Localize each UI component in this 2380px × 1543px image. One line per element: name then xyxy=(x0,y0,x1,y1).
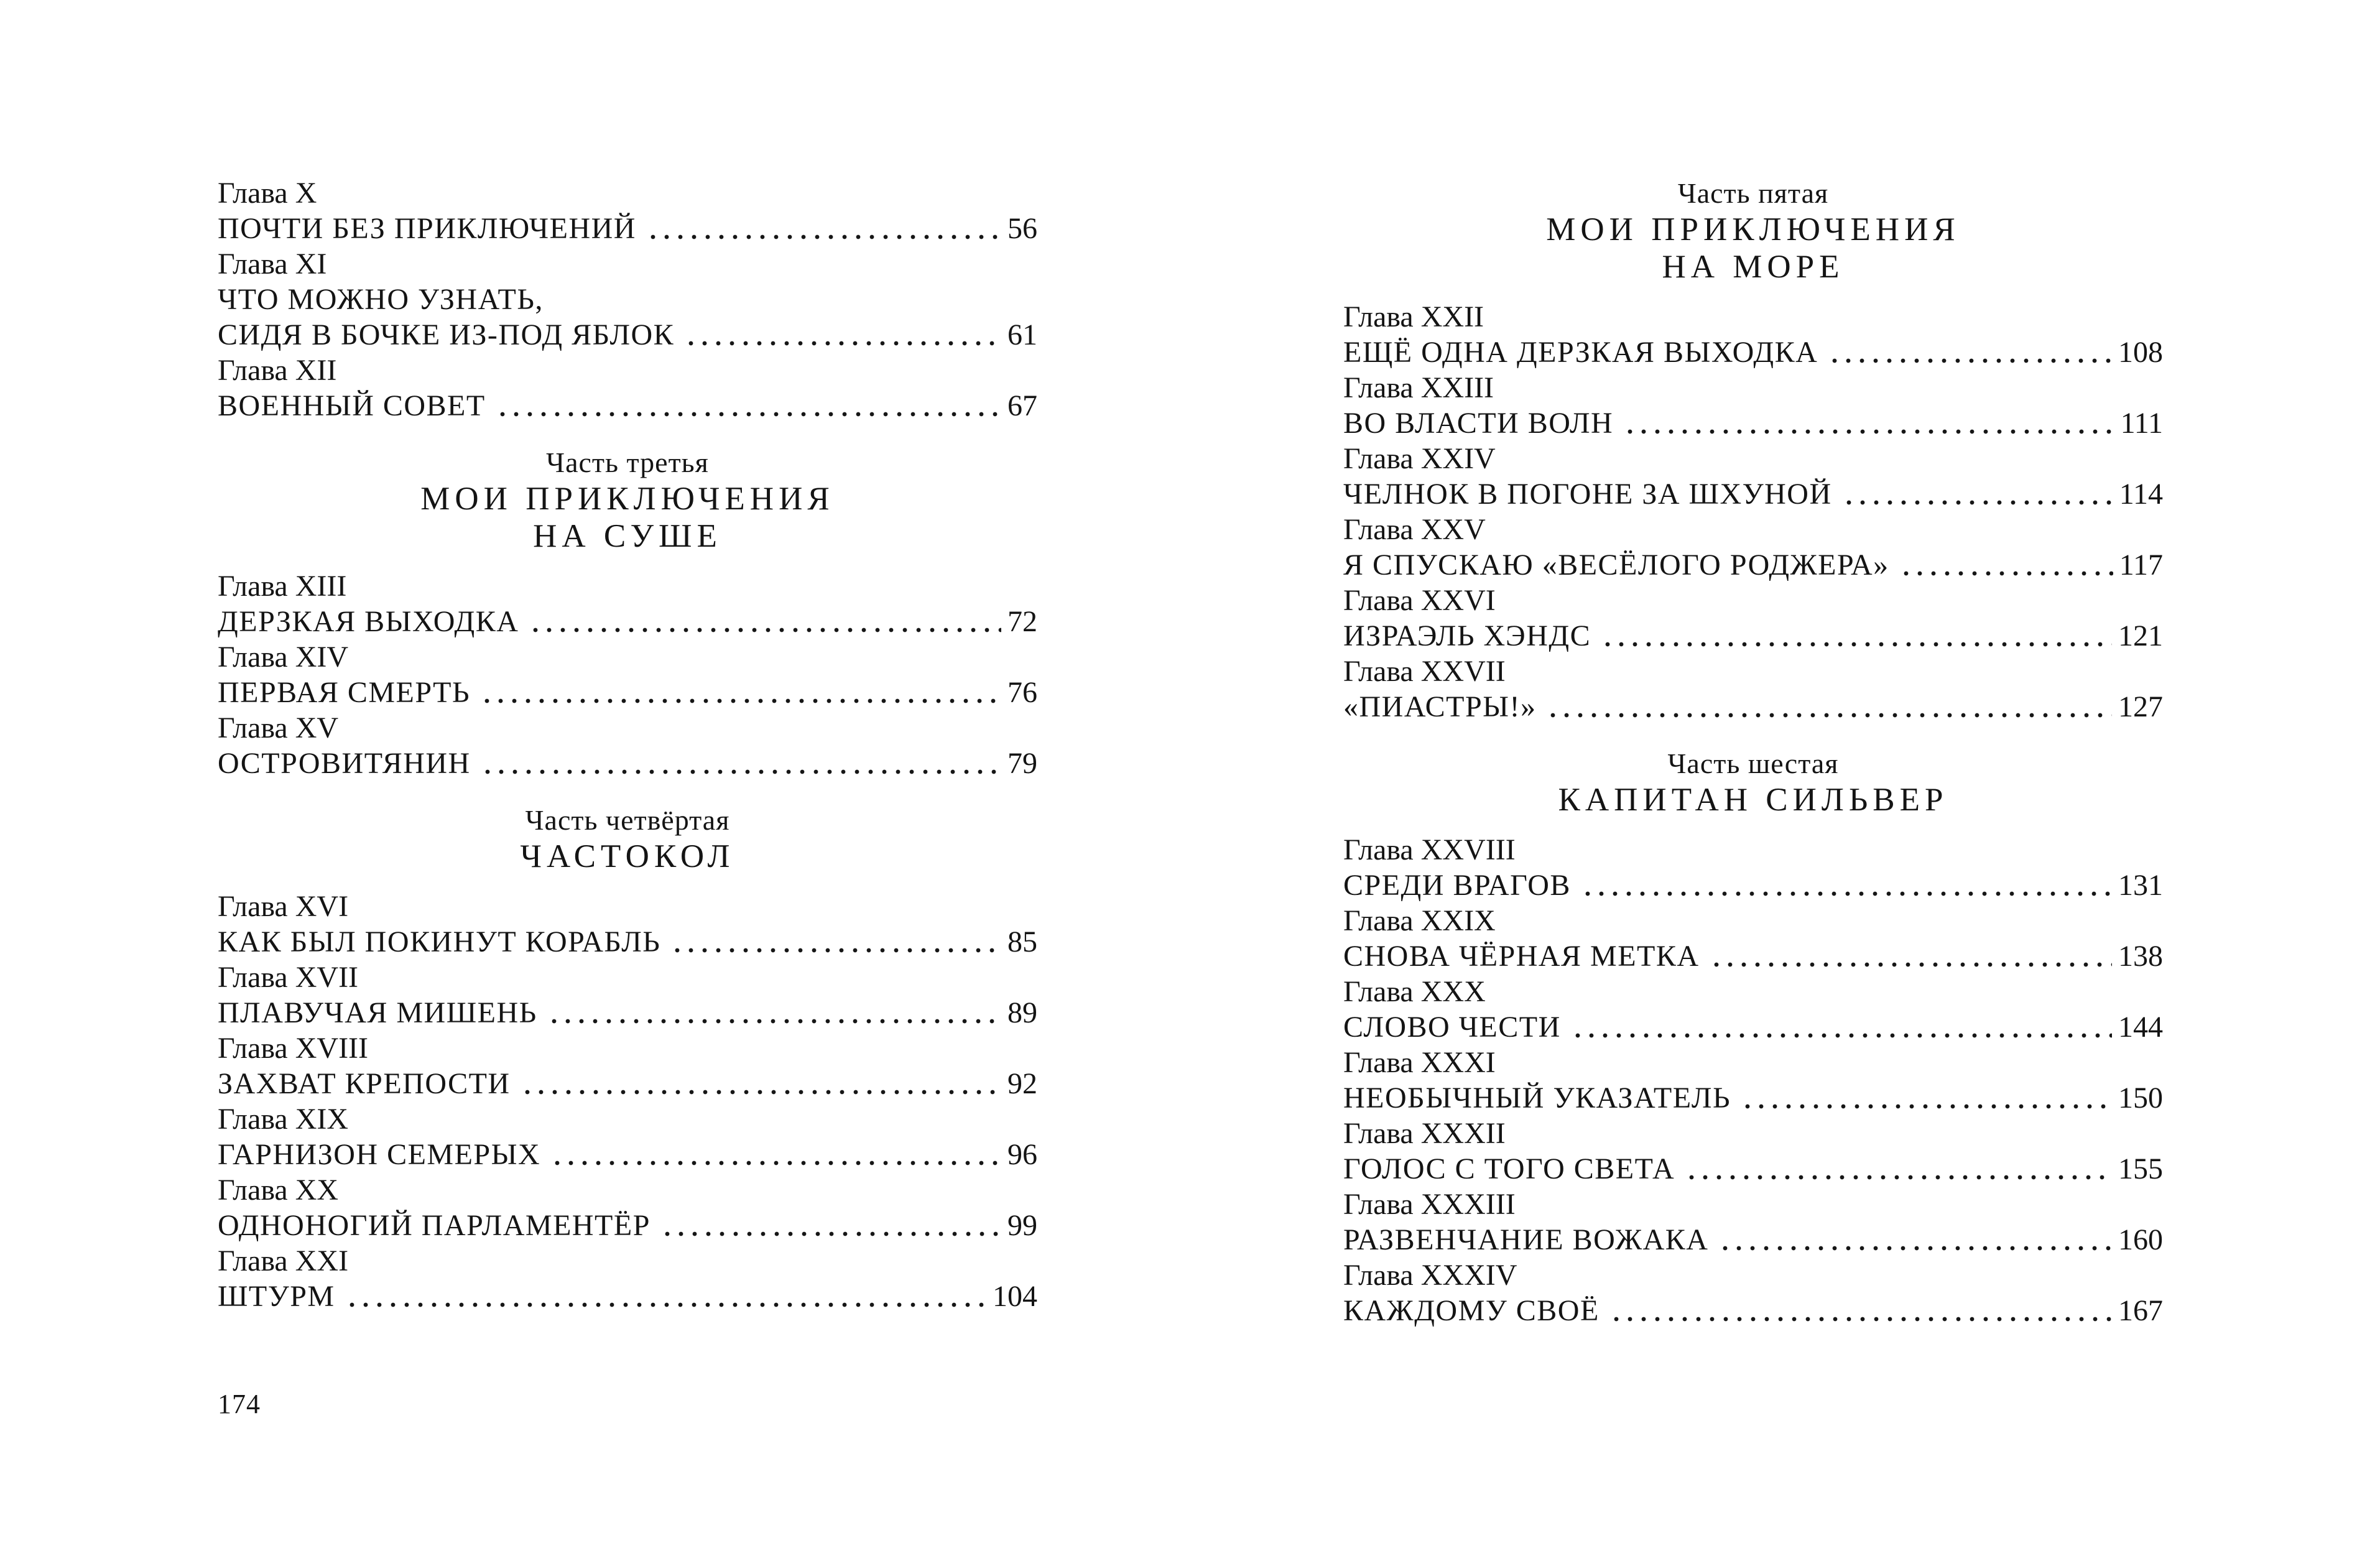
dot-leader xyxy=(480,675,1001,710)
page-ref: 108 xyxy=(2118,336,2163,369)
chapter-title-line: РАЗВЕНЧАНИЕ ВОЖАКА xyxy=(1343,1223,1709,1256)
toc-entry xyxy=(1343,441,2163,512)
part-label: Часть пятая xyxy=(1677,177,1829,209)
chapter-label: Глава XIX xyxy=(218,1103,349,1136)
dot-leader xyxy=(1710,938,2112,974)
toc-entry-row xyxy=(1343,868,2163,903)
dot-leader xyxy=(1601,618,2112,654)
toc-entry-row xyxy=(218,1208,1037,1243)
chapter-label: Глава XV xyxy=(218,711,339,744)
chapter-title-line: ЧЕЛНОК В ПОГОНЕ ЗА ШХУНОЙ xyxy=(1343,478,1832,511)
chapter-label: Глава XVIII xyxy=(218,1032,369,1065)
chapter-label: Глава XXI xyxy=(218,1244,349,1277)
chapter-title-line: СРЕДИ ВРАГОВ xyxy=(1343,869,1571,902)
dot-leader xyxy=(547,995,1001,1031)
dot-leader xyxy=(1718,1222,2112,1258)
chapter-label: Глава XXII xyxy=(1343,300,1484,333)
page-ref: 79 xyxy=(1007,747,1037,780)
chapter-label: Глава XXX xyxy=(1343,975,1486,1008)
chapter-label: Глава XIV xyxy=(218,641,349,674)
toc-entry xyxy=(1343,832,2163,903)
toc-entry xyxy=(218,1031,1037,1101)
page-ref: 72 xyxy=(1007,605,1037,638)
toc-entry xyxy=(218,639,1037,710)
toc-entry xyxy=(218,1101,1037,1172)
chapter-label: Глава XXVIII xyxy=(1343,833,1516,866)
toc-entry xyxy=(1343,1045,2163,1116)
chapter-title-line: ПЛАВУЧАЯ МИШЕНЬ xyxy=(218,996,537,1029)
page-ref: 127 xyxy=(2118,690,2163,723)
dot-leader xyxy=(1899,547,2113,583)
toc-entry-row xyxy=(218,1137,1037,1172)
dot-leader xyxy=(1609,1293,2112,1328)
toc-entry-row xyxy=(1343,938,2163,974)
toc-entry xyxy=(1343,903,2163,974)
page-ref: 131 xyxy=(2118,869,2163,902)
toc-entry-row xyxy=(1343,335,2163,370)
chapter-label: Глава XXV xyxy=(1343,513,1486,546)
chapter-title-line: НЕОБЫЧНЫЙ УКАЗАТЕЛЬ xyxy=(1343,1082,1731,1114)
chapter-title-line: КАК БЫЛ ПОКИНУТ КОРАБЛЬ xyxy=(218,925,661,958)
toc-entry-row xyxy=(1343,618,2163,654)
chapter-label: Глава XXXIV xyxy=(1343,1259,1517,1292)
part-title-line: МОИ ПРИКЛЮЧЕНИЯ xyxy=(420,481,835,517)
chapter-title-line: «ПИАСТРЫ!» xyxy=(1343,690,1537,723)
toc-column-left xyxy=(218,175,1037,1314)
dot-leader xyxy=(529,604,1001,639)
chapter-title-line: ПОЧТИ БЕЗ ПРИКЛЮЧЕНИЙ xyxy=(218,212,636,245)
page-ref: 111 xyxy=(2120,407,2163,440)
page-ref: 96 xyxy=(1007,1138,1037,1171)
page-ref: 99 xyxy=(1007,1209,1037,1242)
chapter-title-line: СНОВА ЧЁРНАЯ МЕТКА xyxy=(1343,940,1700,973)
toc-entry-row xyxy=(218,1066,1037,1101)
chapter-title-line: ВОЕННЫЙ СОВЕТ xyxy=(218,389,486,422)
toc-entry-row xyxy=(1343,1293,2163,1328)
dot-leader xyxy=(1685,1151,2112,1187)
chapter-title-line: ОСТРОВИТЯНИН xyxy=(218,747,471,780)
chapter-label: Глава XXVI xyxy=(1343,584,1496,617)
page-ref: 117 xyxy=(2119,549,2163,582)
toc-entry xyxy=(218,353,1037,424)
chapter-title-line: ГАРНИЗОН СЕМЕРЫХ xyxy=(218,1138,541,1171)
toc-entry xyxy=(1343,512,2163,583)
dot-leader xyxy=(1623,405,2114,441)
chapter-title-line: ГОЛОС С ТОГО СВЕТА xyxy=(1343,1152,1675,1185)
dot-leader xyxy=(670,924,1001,960)
chapter-label: Глава XXXI xyxy=(1343,1046,1496,1079)
page-ref: 167 xyxy=(2118,1294,2163,1327)
chapter-title-line: ЗАХВАТ КРЕПОСТИ xyxy=(218,1067,511,1100)
toc-entry-row xyxy=(218,211,1037,246)
toc-entry xyxy=(218,960,1037,1031)
chapter-title-line: ВО ВЛАСТИ ВОЛН xyxy=(1343,407,1614,440)
chapter-label: Глава XX xyxy=(218,1174,339,1207)
page-ref: 160 xyxy=(2118,1223,2163,1256)
toc-entry xyxy=(218,710,1037,781)
page-ref: 138 xyxy=(2118,940,2163,973)
chapter-label: Глава XVI xyxy=(218,890,349,923)
toc-entry-row xyxy=(218,675,1037,710)
page-ref: 144 xyxy=(2118,1011,2163,1044)
toc-entry xyxy=(218,1243,1037,1314)
dot-leader xyxy=(660,1208,1001,1243)
chapter-label: Глава XI xyxy=(218,248,327,280)
dot-leader xyxy=(1741,1080,2112,1116)
toc-entry-row xyxy=(218,995,1037,1031)
part-heading xyxy=(1343,746,2163,818)
chapter-label: Глава XII xyxy=(218,354,337,387)
toc-entry-row xyxy=(1343,1222,2163,1258)
page-ref: 61 xyxy=(1007,318,1037,351)
part-title-line: КАПИТАН СИЛЬВЕР xyxy=(1558,782,1948,818)
dot-leader xyxy=(1581,868,2112,903)
chapter-title-line: СЛОВО ЧЕСТИ xyxy=(1343,1011,1561,1044)
toc-entry xyxy=(1343,1258,2163,1328)
chapter-label: Глава XIII xyxy=(218,570,347,603)
toc-entry-row xyxy=(1343,405,2163,441)
chapter-title-line: ДЕРЗКАЯ ВЫХОДКА xyxy=(218,605,519,638)
page-ref: 121 xyxy=(2118,619,2163,652)
dot-leader xyxy=(521,1066,1001,1101)
page-ref: 155 xyxy=(2118,1152,2163,1185)
toc-entry xyxy=(1343,1116,2163,1187)
chapter-label: Глава XXXIII xyxy=(1343,1188,1516,1221)
part-heading xyxy=(1343,175,2163,285)
part-label: Часть шестая xyxy=(1667,748,1839,779)
part-title-line: НА СУШЕ xyxy=(533,518,722,554)
page-ref: 76 xyxy=(1007,676,1037,709)
part-title-line: МОИ ПРИКЛЮЧЕНИЯ xyxy=(1546,211,1960,248)
part-title-line: НА МОРЕ xyxy=(1662,249,1845,285)
chapter-title-line: Я СПУСКАЮ «ВЕСЁЛОГО РОДЖЕРА» xyxy=(1343,549,1889,582)
toc-entry xyxy=(1343,370,2163,441)
toc-entry xyxy=(1343,1187,2163,1258)
chapter-label: Глава XXXII xyxy=(1343,1117,1506,1150)
dot-leader xyxy=(1828,335,2112,370)
page-ref: 56 xyxy=(1007,212,1037,245)
chapter-label: Глава XXVII xyxy=(1343,655,1506,688)
dot-leader xyxy=(1571,1009,2112,1045)
chapter-title-line: ЧТО МОЖНО УЗНАТЬ, xyxy=(218,283,544,316)
page-number: 174 xyxy=(218,1389,261,1419)
page-ref: 89 xyxy=(1007,996,1037,1029)
part-label: Часть третья xyxy=(546,447,709,478)
toc-column-right xyxy=(1343,175,2163,1328)
toc-entry-row xyxy=(1343,1151,2163,1187)
dot-leader xyxy=(684,317,1001,353)
chapter-label: Глава XXIX xyxy=(1343,904,1496,937)
page-ref: 114 xyxy=(2119,478,2163,511)
toc-entry-row xyxy=(218,924,1037,960)
toc-entry-row xyxy=(1343,547,2163,583)
chapter-title-line: ОДНОНОГИЙ ПАРЛАМЕНТЁР xyxy=(218,1209,651,1242)
toc-entry-row xyxy=(218,604,1037,639)
toc-entry-row xyxy=(218,317,1037,353)
chapter-label: Глава XXIII xyxy=(1343,371,1494,404)
chapter-title-line: СИДЯ В БОЧКЕ ИЗ-ПОД ЯБЛОК xyxy=(218,318,675,351)
dot-leader xyxy=(481,746,1001,781)
page-ref: 92 xyxy=(1007,1067,1037,1100)
chapter-label: Глава XVII xyxy=(218,961,359,994)
page-ref: 104 xyxy=(993,1280,1037,1313)
toc-entry xyxy=(218,246,1037,353)
toc-entry xyxy=(1343,583,2163,654)
toc-entry xyxy=(218,175,1037,246)
chapter-title-line: ИЗРАЭЛЬ ХЭНДС xyxy=(1343,619,1591,652)
part-heading xyxy=(218,445,1037,555)
toc-entry xyxy=(1343,299,2163,370)
dot-leader xyxy=(1842,476,2113,512)
toc-entry-row xyxy=(1343,689,2163,725)
page-ref: 67 xyxy=(1007,389,1037,422)
dot-leader xyxy=(496,388,1001,424)
toc-entry xyxy=(218,889,1037,960)
toc-entry-row xyxy=(218,388,1037,424)
chapter-label: Глава XXIV xyxy=(1343,442,1496,475)
chapter-label: Глава X xyxy=(218,177,317,210)
toc-entry xyxy=(218,568,1037,639)
part-label: Часть четвёртая xyxy=(525,804,730,836)
chapter-title-line: ЕЩЁ ОДНА ДЕРЗКАЯ ВЫХОДКА xyxy=(1343,336,1818,369)
toc-entry xyxy=(218,1172,1037,1243)
toc-entry xyxy=(1343,974,2163,1045)
toc-entry-row xyxy=(1343,1080,2163,1116)
toc-entry xyxy=(1343,654,2163,725)
chapter-title-line: ПЕРВАЯ СМЕРТЬ xyxy=(218,676,471,709)
toc-entry-row xyxy=(1343,1009,2163,1045)
page-ref: 150 xyxy=(2118,1082,2163,1114)
dot-leader xyxy=(550,1137,1001,1172)
dot-leader xyxy=(646,211,1001,246)
part-heading xyxy=(218,802,1037,875)
page-ref: 85 xyxy=(1007,925,1037,958)
chapter-title-line: ШТУРМ xyxy=(218,1280,335,1313)
part-title-line: ЧАСТОКОЛ xyxy=(520,838,735,874)
chapter-title-line: КАЖДОМУ СВОЁ xyxy=(1343,1294,1600,1327)
toc-entry-row xyxy=(218,746,1037,781)
toc-entry-row xyxy=(1343,476,2163,512)
dot-leader xyxy=(1546,689,2112,725)
toc-entry-row xyxy=(218,1279,1037,1314)
dot-leader xyxy=(345,1279,986,1314)
